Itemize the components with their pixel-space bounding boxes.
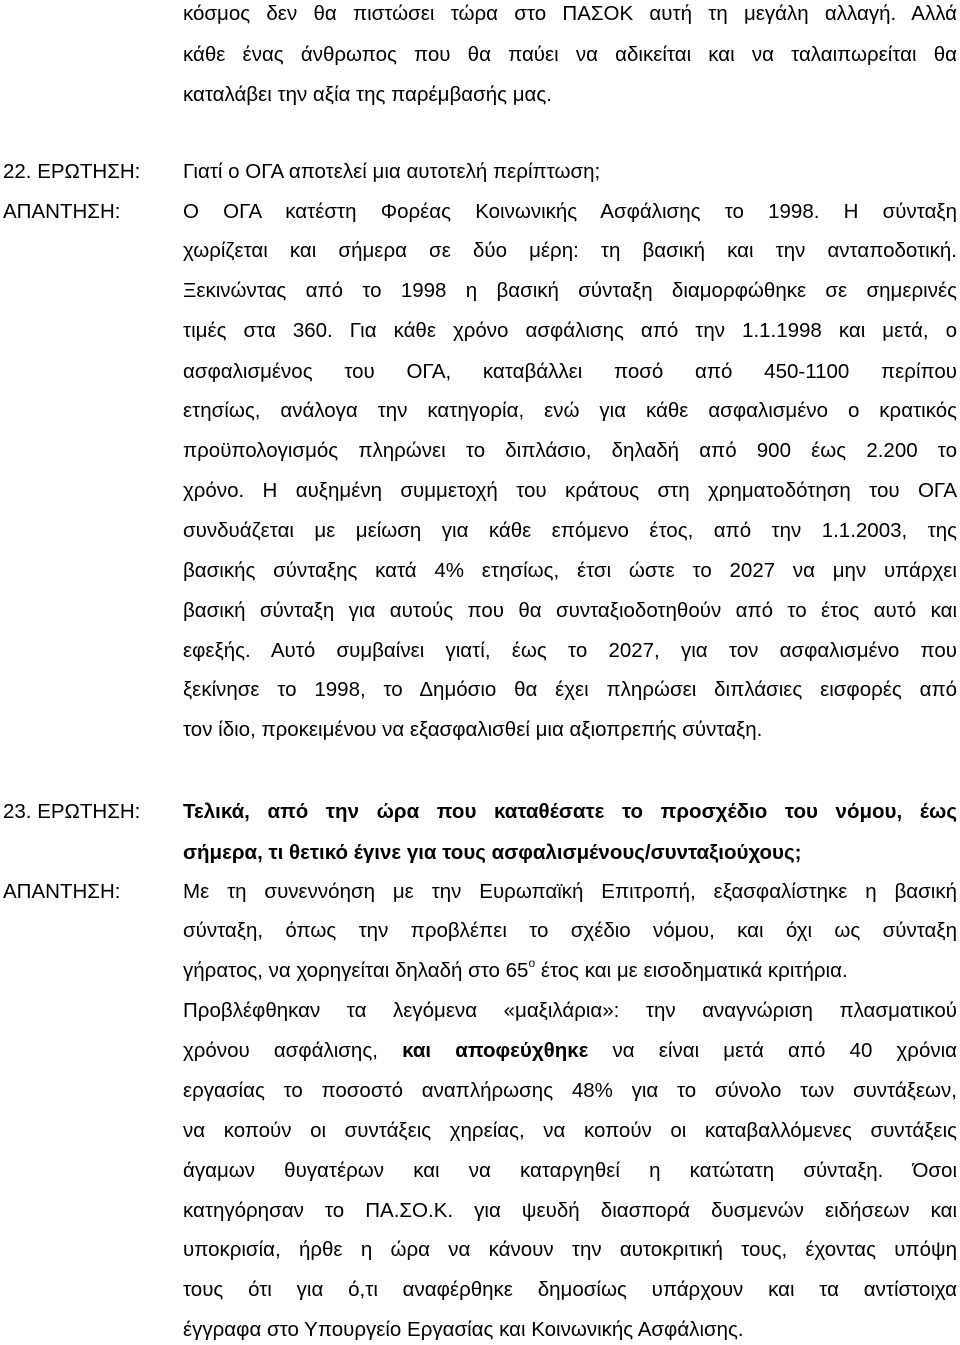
q22-question-label: 22. ΕΡΩΤΗΣΗ: [3, 160, 141, 183]
q23-answer-line [183, 958, 957, 984]
intro-line-2: κάθε ένας άνθρωπος που θα παύει να αδικείται και να ταλαιπωρείται θα [183, 43, 957, 66]
q23-answer-line: τους ότι για ό,τι αναφέρθηκε δημοσίως υπάρχουν και τα αντίστοιχα [183, 1278, 957, 1301]
q23-answer-line: υποκρισία, ήρθε η ώρα να κάνουν την αυτοκριτική τους, έχοντας υπόψη [183, 1238, 957, 1261]
intro-line-3: καταλάβει την αξία της παρέμβασής μας. [183, 83, 552, 106]
q22-answer-line: προϋπολογισμός πληρώνει το διπλάσιο, δηλαδή από 900 έως 2.200 το [183, 439, 957, 462]
q22-answer-line: Ξεκινώντας από το 1998 η βασική σύνταξη διαμορφώθηκε σε σημερινές [183, 279, 957, 302]
q23-question-line: Τελικά, από την ώρα που καταθέσατε το προσχέδιο του νόμου, έως [183, 800, 957, 823]
q23-answer-line: σύνταξη, όπως την προβλέπει το σχέδιο νόμου, και όχι ως σύνταξη [183, 919, 957, 942]
q22-answer-line: ασφαλισμένος του ΟΓΑ, καταβάλλει ποσό από 450-1100 περίπου [183, 360, 957, 383]
q22-answer-line: εφεξής. Αυτό συμβαίνει γιατί, έως το 2027, για τον ασφαλισμένο που [183, 639, 957, 662]
q23-answer-line: να κοπούν οι συντάξεις χηρείας, να κοπούν οι καταβαλλόμενες συντάξεις [183, 1119, 957, 1142]
q22-answer-line: συνδυάζεται με μείωση για κάθε επόμενο έτος, από την 1.1.2003, της [183, 519, 957, 542]
q22-answer-line: χωρίζεται και σήμερα σε δύο μέρη: τη βασική και την ανταποδοτική. [183, 239, 957, 262]
q23-line3-text: γήρατος, να χορηγείται δηλαδή στο 65 [183, 959, 529, 982]
q23-line5-text: χρόνου ασφάλισης, [183, 1039, 403, 1062]
q23-answer-line: κατηγόρησαν το ΠΑ.ΣΟ.Κ. για ψευδή διασπορά δυσμενών ειδήσεων και [183, 1199, 957, 1222]
q23-line3-text-end: έτος και με εισοδηματικά κριτήρια. [535, 959, 848, 982]
q22-answer-line: τιμές στα 360. Για κάθε χρόνο ασφάλισης από την 1.1.1998 και μετά, ο [183, 319, 957, 342]
q23-answer-line: έγγραφα στο Υπουργείο Εργασίας και Κοινωνικής Ασφάλισης. [183, 1318, 744, 1341]
q22-answer-line: τον ίδιο, προκειμένου να εξασφαλισθεί μια αξιοπρεπής σύνταξη. [183, 718, 763, 741]
intro-line-1: κόσμος δεν θα πιστώσει τώρα στο ΠΑΣΟΚ αυτή τη μεγάλη αλλαγή. Αλλά [183, 2, 957, 25]
q23-line5-text-end: να είναι μετά από 40 χρόνια [588, 1039, 957, 1062]
q23-question-label: 23. ΕΡΩΤΗΣΗ: [3, 800, 141, 823]
q23-question-line: σήμερα, τι θετικό έγινε για τους ασφαλισμένους/συνταξιούχους; [183, 841, 802, 864]
q22-answer-label: ΑΠΑΝΤΗΣΗ: [3, 200, 121, 223]
q22-answer-line: βασική σύνταξη για αυτούς που θα συνταξιοδοτηθούν από το έτος αυτό και [183, 599, 957, 622]
q23-answer-label: ΑΠΑΝΤΗΣΗ: [3, 880, 121, 903]
q22-answer-line: χρόνο. Η αυξημένη συμμετοχή του κράτους στη χρηματοδότηση του ΟΓΑ [183, 479, 957, 502]
q22-answer-line: ξεκίνησε το 1998, το Δημόσιο θα έχει πληρώσει διπλάσιες εισφορές από [183, 678, 957, 701]
q22-answer-line: βασικής σύνταξης κατά 4% ετησίως, έτσι ώστε το 2027 να μην υπάρχει [183, 559, 957, 582]
q23-line3-superscript: ο [528, 956, 536, 970]
q23-answer-line: Προβλέφθηκαν τα λεγόμενα «μαξιλάρια»: την αναγνώριση πλασματικού [183, 999, 957, 1022]
q22-answer-line: ετησίως, ανάλογα την κατηγορία, ενώ για κάθε ασφαλισμένο ο κρατικός [183, 399, 957, 422]
q22-answer-line: Ο ΟΓΑ κατέστη Φορέας Κοινωνικής Ασφάλισης το 1998. Η σύνταξη [183, 200, 957, 223]
q23-answer-line: άγαμων θυγατέρων και να καταργηθεί η κατώτατη σύνταξη. Όσοι [183, 1159, 957, 1182]
q22-question-text: Γιατί ο ΟΓΑ αποτελεί μια αυτοτελή περίπτωση; [183, 160, 601, 183]
q23-answer-line: εργασίας το ποσοστό αναπλήρωσης 48% για το σύνολο των συντάξεων, [183, 1079, 957, 1102]
q23-answer-line: Με τη συνεννόηση με την Ευρωπαϊκή Επιτροπή, εξασφαλίστηκε η βασική [183, 880, 957, 903]
q23-answer-line [183, 1038, 957, 1064]
q23-line5-bold: και αποφεύχθηκε [402, 1039, 589, 1062]
